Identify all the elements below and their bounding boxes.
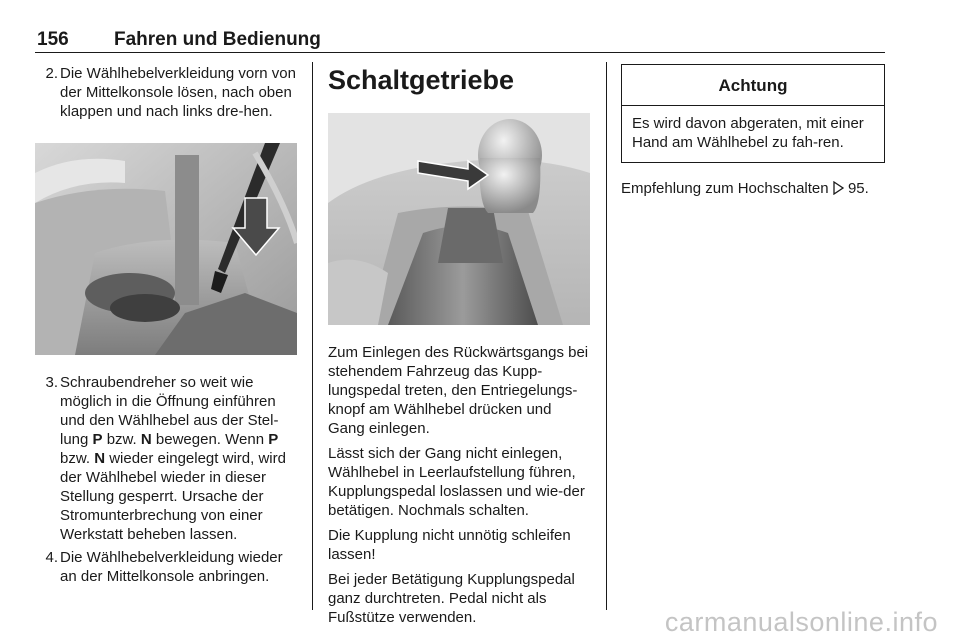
upshift-recommendation <box>621 179 887 200</box>
photo-gear-knob <box>328 113 590 325</box>
page-reference-number[interactable]: 95. <box>843 180 869 197</box>
paragraph-reverse-gear: Zum Einlegen des Rückwärtsgangs bei stehendem Fahrzeug das Kupp-lungspedal treten, den Entriegelungs-knopf am Wählhebel drücken und Gang einlegen. <box>328 344 589 437</box>
paragraph-clutch-pedal: Bei jeder Betätigung Kupplungspedal ganz durchtreten. Pedal nicht als Fußstütze verwenden. <box>328 571 575 626</box>
section-title: Schaltgetriebe <box>328 65 515 95</box>
step-text-part: bzw. <box>102 431 141 448</box>
column-divider-2 <box>606 62 607 610</box>
column-divider-1 <box>312 62 313 610</box>
column-middle <box>328 64 592 96</box>
step-number: 2. <box>45 65 58 82</box>
position-n: N <box>140 431 152 448</box>
header-rule <box>35 52 885 53</box>
column-middle-text <box>328 343 592 633</box>
page-reference-icon[interactable] <box>833 181 844 200</box>
step-text-part: wieder eingelegt wird, wird der Wählhebel wieder in dieser Stellung gesperrt. Ursache der Stromunterbrechung von einer Werkstatt beheben lassen. <box>60 450 286 543</box>
position-p: P <box>268 431 279 448</box>
column-left <box>35 64 301 121</box>
step-text-part: bewegen. Wenn <box>151 431 269 448</box>
position-n: N <box>94 450 106 467</box>
page-number: 156 <box>37 29 69 50</box>
notice-title: Achtung <box>622 65 884 106</box>
upshift-recommendation-text: Empfehlung zum Hochschalten <box>621 180 833 197</box>
step-text <box>60 373 301 544</box>
step-text-part: Schraubendreher so weit wie möglich in die Öffnung einführen und den Wählhebel aus der Stel-lung <box>60 374 279 448</box>
step-text: Die Wählhebelverkleidung wieder an der Mittelkonsole anbringen. <box>60 549 283 585</box>
notice-text: Es wird davon abgeraten, mit einer Hand am Wählhebel zu fah-ren. <box>632 115 864 151</box>
step-4 <box>35 548 301 586</box>
step-text-part: bzw. <box>60 450 95 467</box>
position-p: P <box>92 431 103 448</box>
paragraph-gear-engagement: Lässt sich der Gang nicht einlegen, Wählhebel in Leerlaufstellung führen, Kupplungspedal loslassen und wie-der betätigen. Nochmals schalten. <box>328 445 585 519</box>
step-text: Die Wählhebelverkleidung vorn von der Mittelkonsole lösen, nach oben klappen und nach links dre-hen. <box>60 65 296 120</box>
step-2 <box>35 64 301 121</box>
chapter-title: Fahren und Bedienung <box>114 29 321 50</box>
paragraph-clutch-slip: Die Kupplung nicht unnötig schleifen lassen! <box>328 527 571 563</box>
step-number: 4. <box>45 549 58 566</box>
step-number: 3. <box>45 374 58 391</box>
notice-box <box>621 64 885 163</box>
column-right <box>621 64 887 206</box>
selector-lever-illustration <box>35 143 297 355</box>
watermark: carmanualsonline.info <box>664 607 938 637</box>
step-3 <box>35 373 301 544</box>
gear-knob-illustration <box>328 113 590 325</box>
column-left-lower <box>35 373 301 586</box>
photo-selector-lever-screwdriver <box>35 143 297 355</box>
